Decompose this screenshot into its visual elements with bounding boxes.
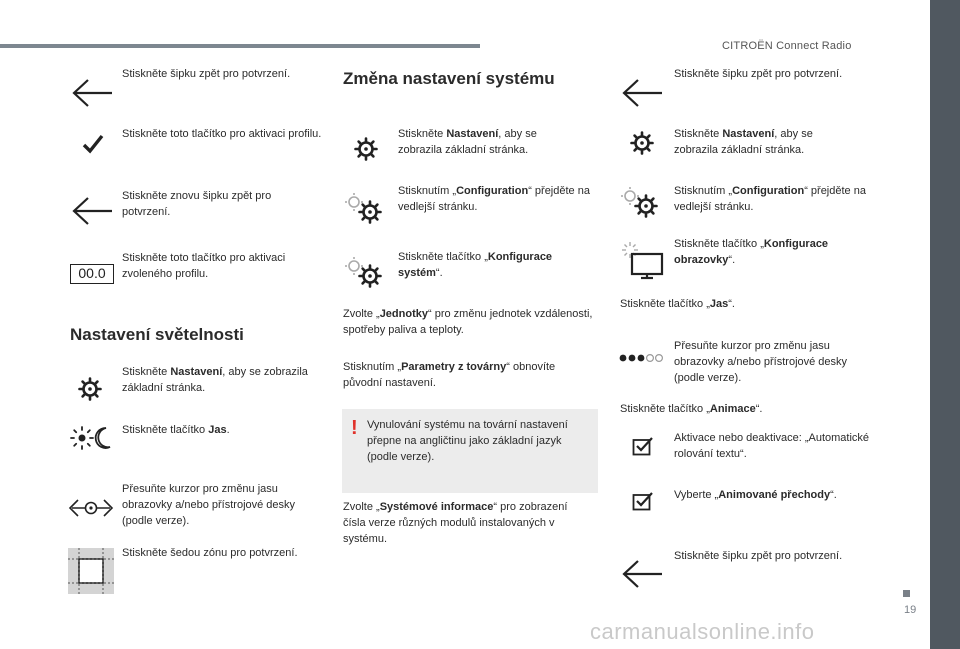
col2-sysinfo-paragraph: Zvolte „Systémové informace“ pro zobrazení čísla verze různých modulů instalovaných v systému. bbox=[343, 501, 568, 545]
col2-units-paragraph: Zvolte „Jednotky“ pro změnu jednotek vzdálenosti, spotřeby paliva a teploty. bbox=[343, 308, 593, 336]
col3-step1-text: Stiskněte šipku zpět pro potvrzení. bbox=[674, 68, 843, 80]
col3-brightness-paragraph: Stiskněte tlačítko „Jas“. bbox=[620, 298, 735, 310]
page-header: CITROËN Connect Radio bbox=[722, 40, 852, 52]
configuration-gears-icon bbox=[620, 186, 660, 218]
col3-step7-text: Vyberte „Animované přechody“. bbox=[674, 489, 837, 501]
col1-step4-text: Stiskněte toto tlačítko pro aktivaci zvoleného profilu. bbox=[122, 252, 286, 280]
section-heading-system: Změna nastavení systému bbox=[343, 69, 555, 88]
side-strip bbox=[930, 0, 960, 649]
col3-animation-paragraph: Stiskněte tlačítko „Animace“. bbox=[620, 403, 763, 415]
settings-gear-icon bbox=[630, 131, 654, 155]
page-marker-square bbox=[903, 590, 910, 597]
profile-value-icon: 00.0 bbox=[70, 264, 114, 284]
settings-gear-icon bbox=[78, 377, 102, 401]
screen-config-icon bbox=[620, 240, 664, 280]
slider-cursor-icon bbox=[68, 496, 114, 520]
watermark: carmanualsonline.info bbox=[590, 619, 815, 644]
col3-step4-text: Stiskněte tlačítko „Konfigurace obrazovky“. bbox=[674, 238, 829, 266]
warning-icon: ! bbox=[351, 417, 358, 439]
configuration-gears-icon bbox=[344, 256, 384, 288]
col1-light2-text: Stiskněte tlačítko Jas. bbox=[122, 424, 230, 436]
settings-gear-icon bbox=[354, 137, 378, 161]
col1-light1-text: Stiskněte Nastavení, aby se zobrazila základní stránka. bbox=[122, 366, 308, 394]
back-arrow-icon bbox=[70, 196, 114, 226]
col1-step1-text: Stiskněte šipku zpět pro potvrzení. bbox=[122, 68, 291, 80]
brightness-level-icon bbox=[618, 352, 664, 364]
page-number: 19 bbox=[904, 604, 917, 616]
warning-note bbox=[342, 409, 598, 493]
col1-step2-text: Stiskněte toto tlačítko pro aktivaci profilu. bbox=[122, 128, 322, 140]
col3-step6-text: Aktivace nebo deaktivace: „Automatické rolování textu“. bbox=[674, 432, 870, 460]
col1-light3-text: Přesuňte kurzor pro změnu jasu obrazovky a/nebo přístrojové desky (podle verze). bbox=[122, 483, 296, 527]
back-arrow-icon bbox=[620, 78, 664, 108]
checkbox-checked-icon bbox=[632, 491, 654, 511]
checkmark-icon bbox=[82, 134, 104, 154]
back-arrow-icon bbox=[620, 559, 664, 589]
brightness-icon bbox=[70, 425, 112, 451]
col3-step5-text: Přesuňte kurzor pro změnu jasu obrazovky a/nebo přístrojové desky (podle verze). bbox=[674, 340, 848, 384]
col3-step8-text: Stiskněte šipku zpět pro potvrzení. bbox=[674, 550, 843, 562]
col3-step3-text: Stisknutím „Configuration“ přejděte na vedlejší stránku. bbox=[674, 185, 866, 213]
configuration-gears-icon bbox=[344, 192, 384, 224]
top-accent-bar bbox=[0, 44, 480, 48]
col2-step2-text: Stisknutím „Configuration“ přejděte na vedlejší stránku. bbox=[398, 185, 590, 213]
col1-light4-text: Stiskněte šedou zónu pro potvrzení. bbox=[122, 547, 298, 559]
col2-factory-paragraph: Stisknutím „Parametry z továrny“ obnovíte původní nastavení. bbox=[343, 361, 556, 389]
warning-note-text: Vynulování systému na tovární nastavení přepne na angličtinu jako základní jazyk (podle verze). bbox=[367, 419, 568, 463]
col3-step2-text: Stiskněte Nastavení, aby se zobrazila základní stránka. bbox=[674, 128, 813, 156]
grey-zone-icon bbox=[68, 548, 114, 594]
col1-step3-text: Stiskněte znovu šipku zpět pro potvrzení. bbox=[122, 190, 272, 218]
col2-step3-text: Stiskněte tlačítko „Konfigurace systém“. bbox=[398, 251, 553, 279]
section-heading-brightness: Nastavení světelnosti bbox=[70, 325, 244, 344]
col2-step1-text: Stiskněte Nastavení, aby se zobrazila základní stránka. bbox=[398, 128, 537, 156]
back-arrow-icon bbox=[70, 78, 114, 108]
checkbox-checked-icon bbox=[632, 436, 654, 456]
